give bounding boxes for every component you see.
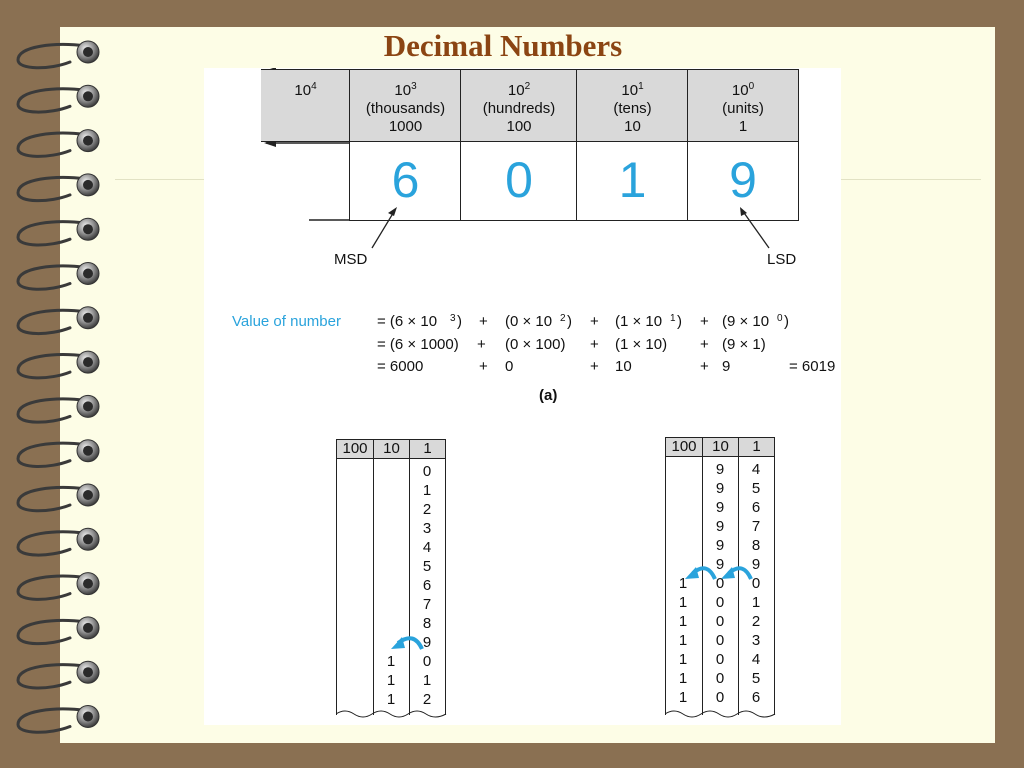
digit-units: 9 [687, 142, 799, 221]
table-cell: 8 [422, 615, 432, 632]
msd-label: MSD [334, 251, 368, 268]
header-cell-units: $10^0$ (units) 1 [687, 69, 799, 142]
table-cell: 1 [386, 653, 396, 670]
table-cell: 4 [751, 461, 761, 478]
table-cell: 2 [422, 691, 432, 708]
table-cell: 9 [751, 556, 761, 573]
digit-tens: 1 [576, 142, 688, 221]
spiral-binding [0, 0, 110, 768]
header-1: 1 [738, 437, 775, 457]
table-cell: 5 [751, 670, 761, 687]
table-cell [373, 519, 409, 538]
table-cell: 0 [715, 670, 725, 687]
table-cell: 0 [715, 613, 725, 630]
figure-caption: (a) [539, 387, 558, 404]
torn-edge-right [665, 707, 777, 721]
table-cell [373, 538, 409, 557]
table-cell: 0 [422, 653, 432, 670]
header-cell-10-4: $10^4$ [261, 69, 350, 142]
table-cell: 1 [678, 670, 688, 687]
table-cell [373, 614, 409, 633]
table-cell: 9 [715, 499, 725, 516]
header-10: 10 [373, 439, 410, 459]
table-cell: 2 [751, 613, 761, 630]
table-cell [665, 479, 701, 498]
table-cell [665, 460, 701, 479]
table-cell: 9 [422, 634, 432, 651]
header-cell-thousands: $10^3$ (thousands) 1000 [349, 69, 461, 142]
table-cell: 1 [422, 672, 432, 689]
table-cell: 8 [751, 537, 761, 554]
table-cell: 4 [751, 651, 761, 668]
table-cell [373, 500, 409, 519]
header-1: 1 [409, 439, 446, 459]
table-cell: 1 [678, 575, 688, 592]
table-cell: 6 [422, 577, 432, 594]
table-cell: 7 [422, 596, 432, 613]
table-cell [665, 555, 701, 574]
equation-label: Value of number [232, 313, 341, 330]
header-10: 10 [702, 437, 739, 457]
count-table-right [665, 437, 775, 722]
table-cell [665, 536, 701, 555]
table-cell: 6 [751, 689, 761, 706]
table-cell: 2 [422, 501, 432, 518]
torn-edge-left [336, 707, 448, 721]
slide-title: Decimal Numbers [383, 28, 623, 63]
table-cell: 0 [422, 463, 432, 480]
table-cell: 9 [715, 461, 725, 478]
table-cell [665, 517, 701, 536]
table-cell [373, 462, 409, 481]
table-cell: 0 [751, 575, 761, 592]
table-cell: 4 [422, 539, 432, 556]
table-cell: 9 [715, 556, 725, 573]
msd-lsd-pointers [204, 198, 841, 278]
header-cell-hundreds: $10^2$ (hundreds) 100 [460, 69, 577, 142]
table-cell [373, 557, 409, 576]
table-cell: 6 [751, 499, 761, 516]
table-cell: 1 [751, 594, 761, 611]
header-100: 100 [665, 437, 703, 457]
table-cell [373, 576, 409, 595]
table-cell: 0 [715, 651, 725, 668]
table-cell: 5 [751, 480, 761, 497]
table-cell: 0 [715, 594, 725, 611]
table-cell: 7 [751, 518, 761, 535]
table-cell: 1 [678, 594, 688, 611]
table-cell: 9 [715, 537, 725, 554]
table-cell: 0 [715, 689, 725, 706]
table-cell: 1 [422, 482, 432, 499]
digit-thousands: 6 [349, 142, 461, 221]
lsd-label: LSD [767, 251, 797, 268]
table-cell: 9 [715, 480, 725, 497]
digit-hundreds: 0 [460, 142, 577, 221]
header-100: 100 [336, 439, 374, 459]
table-cell: 1 [386, 691, 396, 708]
table-cell: 1 [386, 672, 396, 689]
table-cell [373, 633, 409, 652]
table-cell: 1 [678, 689, 688, 706]
table-cell: 9 [715, 518, 725, 535]
table-cell: 0 [715, 575, 725, 592]
table-cell: 0 [715, 632, 725, 649]
count-table-left [336, 439, 446, 724]
table-cell: 5 [422, 558, 432, 575]
table-cell: 3 [422, 520, 432, 537]
decimal-figure: $10^4$ $10^3$ (thousands) 1000 $10^2$ (hundreds) 100 $10^1$ (tens) 10 $10^0$ (units) 1 6 0 1 9 MSD LSD Value of number = (6 × 10 3 ) + (0 × 10 2 ) + (1 × 10 1 ) + (9 × 10 0 ) = (6 × 1000) + (0 × 100) + (1 × 10) + (9 × 1) = 6000 + 0 + 10 + 9 = 6019 (a) 100 10 1 1 1 1 0 1 2 3 4 5 6 7 8 9 0 1 2 100 10 1 1 1 1 1 1 1 1 9 9 9 9 9 9 0 0 0 0 0 0 0 4 5 6 7 8 9 0 1 2 3 4 5 6 [204, 68, 841, 725]
header-cell-tens: $10^1$ (tens) 10 [576, 69, 688, 142]
table-cell [665, 498, 701, 517]
table-cell [373, 481, 409, 500]
table-cell: 1 [678, 613, 688, 630]
table-cell: 3 [751, 632, 761, 649]
table-cell [373, 595, 409, 614]
table-cell: 1 [678, 632, 688, 649]
table-cell: 1 [678, 651, 688, 668]
